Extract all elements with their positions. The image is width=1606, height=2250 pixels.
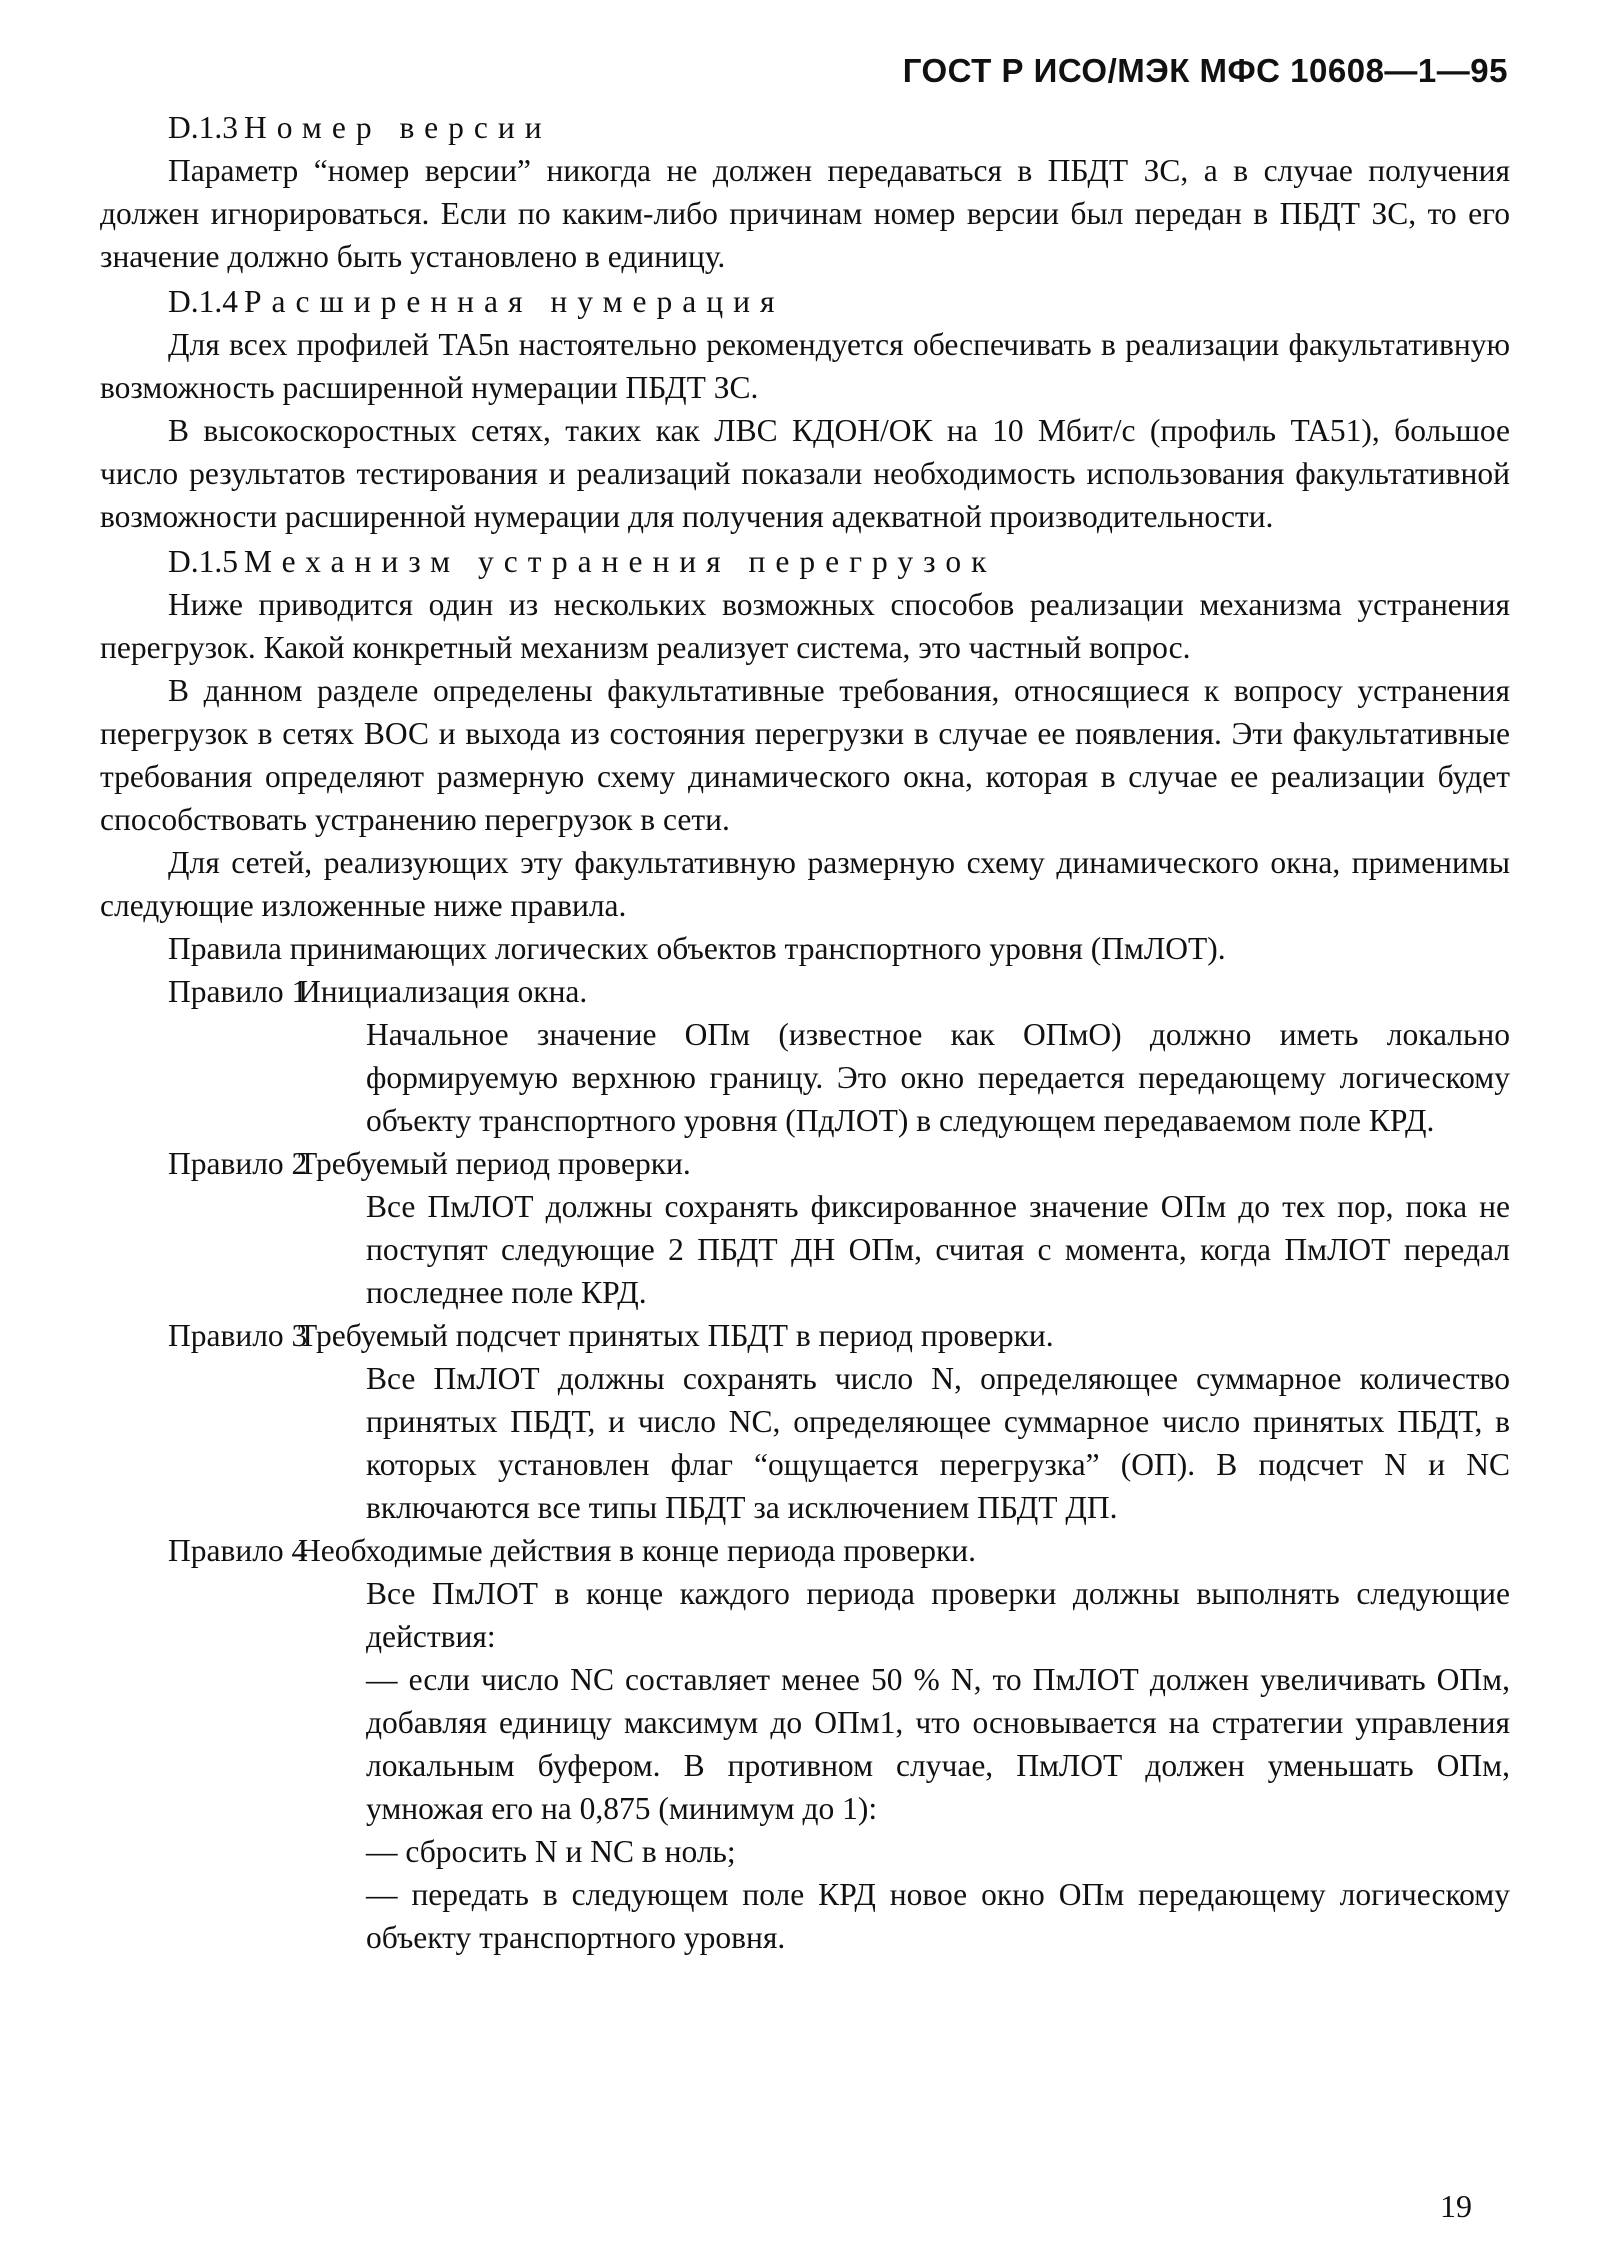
rule-4 xyxy=(100,1529,1510,1572)
rule-label: Правило 4 xyxy=(168,1533,308,1568)
rule-heading: Требуемый подсчет принятых ПБДТ в период проверки. xyxy=(298,1318,1054,1353)
section-number: D.1.4 xyxy=(168,284,238,319)
document-page xyxy=(100,52,1510,1959)
rule-heading: Необходимые действия в конце периода проверки. xyxy=(298,1533,977,1568)
rule-3 xyxy=(100,1314,1510,1357)
paragraph: В данном разделе определены факультативные требования, относящиеся к вопросу устранения перегрузок в сетях ВОС и выхода из состояния перегрузки в случае ее появления. Эти факультативные требования определяют размерную схему динамического окна, которая в случае ее реализации будет способствовать устранению перегрузок в сети. xyxy=(100,673,1510,837)
document-header: ГОСТ Р ИСО/МЭК МФС 10608—1—95 xyxy=(902,52,1508,89)
rule-text: Все ПмЛОТ должны сохранять число N, определяющее суммарное количество принятых ПБДТ, и число NC, определяющее суммарное число принятых ПБДТ, в которых установлен флаг “ощущается перегрузка” (ОП). В подсчет N и NC включаются все типы ПБДТ за исключением ПБДТ ДП. xyxy=(366,1361,1510,1525)
rule-body xyxy=(298,1529,1510,1572)
paragraph: Для всех профилей TA5n настоятельно рекомендуется обеспечивать в реализации факультативную возможность расширенной нумерации ПБДТ ЗС. xyxy=(100,327,1510,405)
rule-list-item: — сбросить N и NC в ноль; xyxy=(366,1834,736,1869)
rule-text: Все ПмЛОТ должны сохранять фиксированное значение ОПм до тех пор, пока не поступят следующие 2 ПБДТ ДН ОПм, считая с момента, когда ПмЛОТ передал последнее поле КРД. xyxy=(366,1189,1510,1310)
rule-text: Начальное значение ОПм (известное как ОПмО) должно иметь локально формируемую верхнюю границу. Это окно передается передающему логическому объекту транспортного уровня (ПдЛОТ) в следующем передаваемом поле КРД. xyxy=(366,1017,1510,1138)
rule-list-item: — передать в следующем поле КРД новое окно ОПм передающему логическому объекту транспортного уровня. xyxy=(366,1877,1510,1955)
rule-label: Правило 3 xyxy=(168,1318,308,1353)
rule-1 xyxy=(100,970,1510,1013)
section-heading-d15 xyxy=(100,540,1510,583)
rule-label: Правило 1 xyxy=(168,974,308,1009)
section-title: Механизм устранения перегрузок xyxy=(244,544,997,579)
rule-heading: Инициализация окна. xyxy=(298,974,588,1009)
section-title: Номер версии xyxy=(244,110,552,145)
section-heading-d14 xyxy=(100,280,1510,323)
page-number: 19 xyxy=(1440,2188,1472,2224)
paragraph: Ниже приводится один из нескольких возможных способов реализации механизма устранения перегрузок. Какой конкретный механизм реализует система, это частный вопрос. xyxy=(100,587,1510,665)
paragraph: Для сетей, реализующих эту факультативную размерную схему динамического окна, применимы следующие изложенные ниже правила. xyxy=(100,845,1510,923)
rule-body xyxy=(298,970,1510,1013)
rule-2 xyxy=(100,1142,1510,1185)
section-heading-d13 xyxy=(100,106,1510,149)
rule-text: Все ПмЛОТ в конце каждого периода проверки должны выполнять следующие действия: xyxy=(366,1576,1510,1654)
section-title: Расширенная нумерация xyxy=(244,284,785,319)
section-number: D.1.5 xyxy=(168,544,238,579)
rule-heading: Требуемый период проверки. xyxy=(298,1146,691,1181)
rule-list-item: — если число NC составляет менее 50 % N, то ПмЛОТ должен увеличивать ОПм, добавляя единицу максимум до ОПм1, что основывается на стратегии управления локальным буфером. В противном случае, ПмЛОТ должен уменьшать ОПм, умножая его на 0,875 (минимум до 1): xyxy=(366,1662,1510,1826)
paragraph: В высокоскоростных сетях, таких как ЛВС КДОН/ОК на 10 Мбит/с (профиль TA51), большое число результатов тестирования и реализаций показали необходимость использования факультативной возможности расширенной нумерации для получения адекватной производительности. xyxy=(100,413,1510,534)
paragraph: Правила принимающих логических объектов транспортного уровня (ПмЛОТ). xyxy=(168,931,1226,966)
rule-body xyxy=(298,1314,1510,1357)
rule-body xyxy=(298,1142,1510,1185)
paragraph: Параметр “номер версии” никогда не должен передаваться в ПБДТ ЗС, а в случае получения должен игнорироваться. Если по каким-либо причинам номер версии был передан в ПБДТ ЗС, то его значение должно быть установлено в единицу. xyxy=(100,153,1510,274)
rule-label: Правило 2 xyxy=(168,1146,308,1181)
section-number: D.1.3 xyxy=(168,110,238,145)
